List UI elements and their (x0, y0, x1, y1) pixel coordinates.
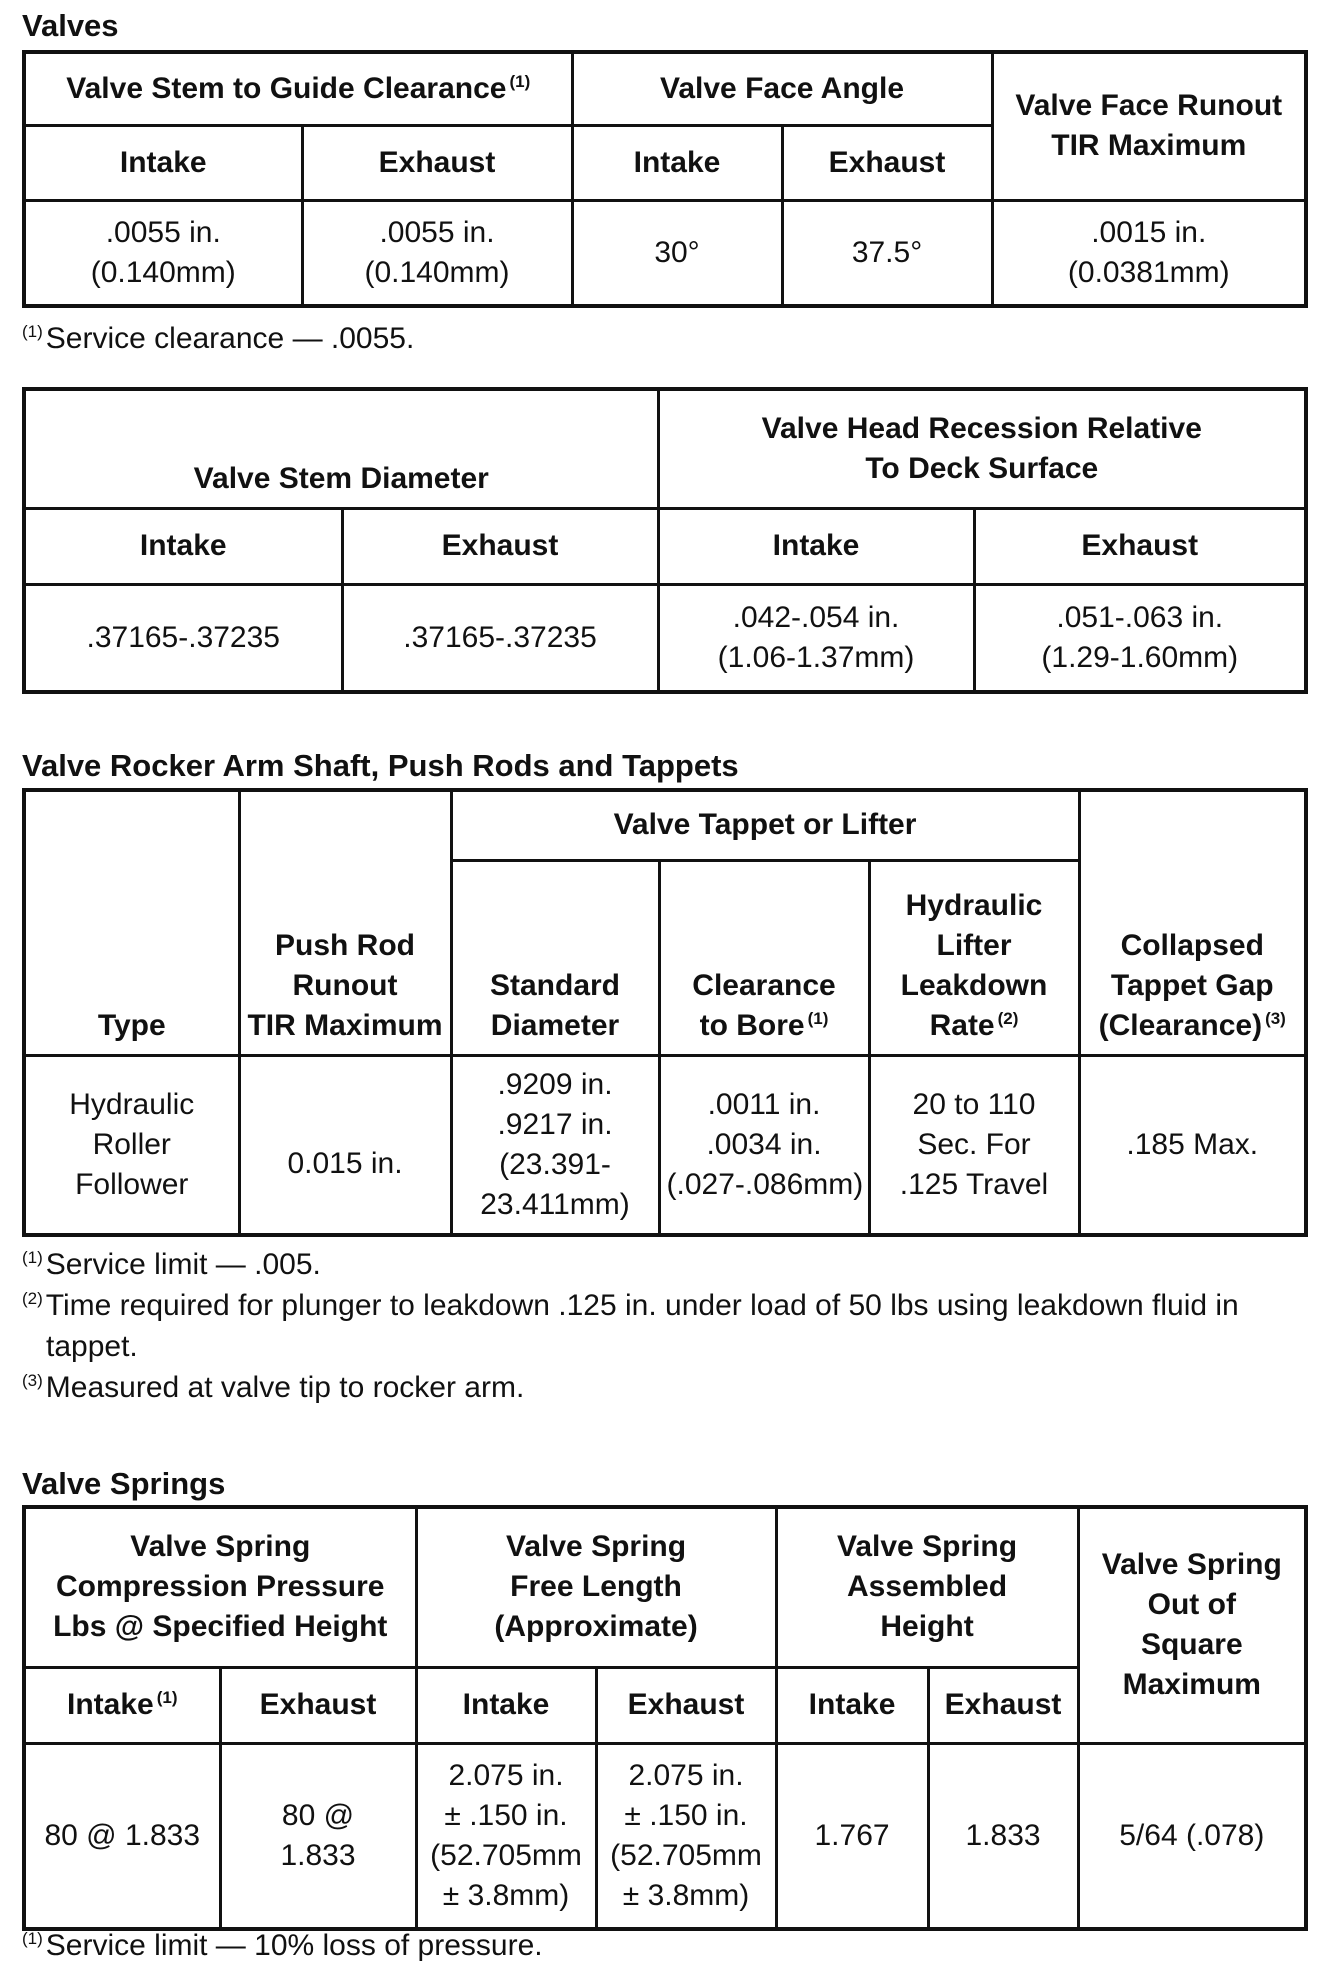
header-intake: Intake (776, 1667, 928, 1743)
rocker-footnote-3: $^{(3)}$ Measured at valve tip to rocker arm. (22, 1371, 525, 1404)
footnote-ref: (1) (156, 1688, 178, 1707)
header-intake: Intake (24, 508, 342, 584)
header-exhaust: Exhaust (342, 508, 658, 584)
cell-diameter-intake: .37165-.37235 (24, 584, 342, 692)
header-type: Type (24, 790, 239, 1055)
header-intake: Intake (24, 125, 302, 200)
header-head-recession: Valve Head Recession Relative To Deck Surface (658, 389, 1306, 508)
header-intake: Intake $^{(1)}$ (24, 1667, 220, 1743)
header-tappet-group: Valve Tappet or Lifter (451, 790, 1079, 860)
rocker-footnote-1: $^{(1)}$ Service limit — .005. (22, 1248, 321, 1281)
header-exhaust: Exhaust (928, 1667, 1078, 1743)
springs-title: Valve Springs (22, 1466, 226, 1501)
header-exhaust: Exhaust (302, 125, 572, 200)
header-collapsed-gap: Collapsed Tappet Gap (Clearance) $^{(3)}$ (1079, 790, 1306, 1055)
cell-recession-exhaust: .051-.063 in. (1.29-1.60mm) (974, 584, 1306, 692)
header-stem-clearance: Valve Stem to Guide Clearance $^{(1)}$ (24, 52, 572, 125)
cell-leakdown-rate: 20 to 110 Sec. For .125 Travel (869, 1055, 1079, 1235)
header-free-length: Valve Spring Free Length (Approximate) (416, 1507, 776, 1667)
rocker-footnotes (22, 1244, 1312, 1408)
stem-diameter-table (22, 387, 1308, 694)
springs-table (22, 1505, 1308, 1931)
cell-assembled-exhaust: 1.833 (928, 1743, 1078, 1929)
header-compression-pressure: Valve Spring Compression Pressure Lbs @ Specified Height (24, 1507, 416, 1667)
cell-standard-diameter: .9209 in. .9217 in. (23.391- 23.411mm) (451, 1055, 659, 1235)
cell-compression-exhaust: 80 @ 1.833 (220, 1743, 416, 1929)
valves-table (22, 50, 1308, 308)
cell-compression-intake: 80 @ 1.833 (24, 1743, 220, 1929)
cell-push-rod-runout: 0.015 in. (239, 1055, 451, 1235)
cell-free-length-intake: 2.075 in. ± .150 in. (52.705mm ± 3.8mm) (416, 1743, 596, 1929)
cell-angle-intake: 30° (572, 200, 782, 306)
header-stem-diameter: Valve Stem Diameter (24, 389, 658, 508)
cell-type: Hydraulic Roller Follower (24, 1055, 239, 1235)
cell-clearance-exhaust: .0055 in. (0.140mm) (302, 200, 572, 306)
valves-title: Valves (22, 8, 119, 43)
springs-footnote: $^{(1)}$ Service limit — 10% loss of pressure. (22, 1929, 543, 1962)
cell-assembled-intake: 1.767 (776, 1743, 928, 1929)
header-exhaust: Exhaust (782, 125, 992, 200)
cell-free-length-exhaust: 2.075 in. ± .150 in. (52.705mm ± 3.8mm) (596, 1743, 776, 1929)
cell-collapsed-gap: .185 Max. (1079, 1055, 1306, 1235)
footnote-ref: (2) (997, 1008, 1019, 1028)
footnote-ref: (1) (807, 1008, 829, 1028)
header-intake: Intake (572, 125, 782, 200)
cell-out-of-square: 5/64 (.078) (1078, 1743, 1306, 1929)
cell-diameter-exhaust: .37165-.37235 (342, 584, 658, 692)
header-exhaust: Exhaust (220, 1667, 416, 1743)
header-intake: Intake (416, 1667, 596, 1743)
header-face-runout: Valve Face Runout TIR Maximum (992, 52, 1306, 200)
cell-angle-exhaust: 37.5° (782, 200, 992, 306)
rocker-footnote-2: $^{(2)}$ Time required for plunger to leakdown .125 in. under load of 50 lbs using leakdown fluid in tappet. (22, 1289, 1239, 1363)
header-standard-diameter: Standard Diameter (451, 860, 659, 1055)
cell-clearance-intake: .0055 in. (0.140mm) (24, 200, 302, 306)
header-face-angle: Valve Face Angle (572, 52, 992, 125)
rocker-title: Valve Rocker Arm Shaft, Push Rods and Tappets (22, 748, 739, 783)
header-exhaust: Exhaust (596, 1667, 776, 1743)
header-out-of-square: Valve Spring Out of Square Maximum (1078, 1507, 1306, 1743)
cell-face-runout: .0015 in. (0.0381mm) (992, 200, 1306, 306)
header-clearance-to-bore: Clearance to Bore $^{(1)}$ (659, 860, 869, 1055)
header-leakdown-rate: Hydraulic Lifter Leakdown Rate $^{(2)}$ (869, 860, 1079, 1055)
rocker-table (22, 788, 1308, 1237)
footnote-ref: (1) (509, 71, 531, 91)
header-intake: Intake (658, 508, 974, 584)
footnote-ref: (3) (1265, 1008, 1286, 1028)
header-assembled-height: Valve Spring Assembled Height (776, 1507, 1078, 1667)
cell-clearance-to-bore: .0011 in. .0034 in. (.027-.086mm) (659, 1055, 869, 1235)
valves-footnote: $^{(1)}$ Service clearance — .0055. (22, 322, 415, 355)
header-push-rod-runout: Push Rod Runout TIR Maximum (239, 790, 451, 1055)
cell-recession-intake: .042-.054 in. (1.06-1.37mm) (658, 584, 974, 692)
header-exhaust: Exhaust (974, 508, 1306, 584)
